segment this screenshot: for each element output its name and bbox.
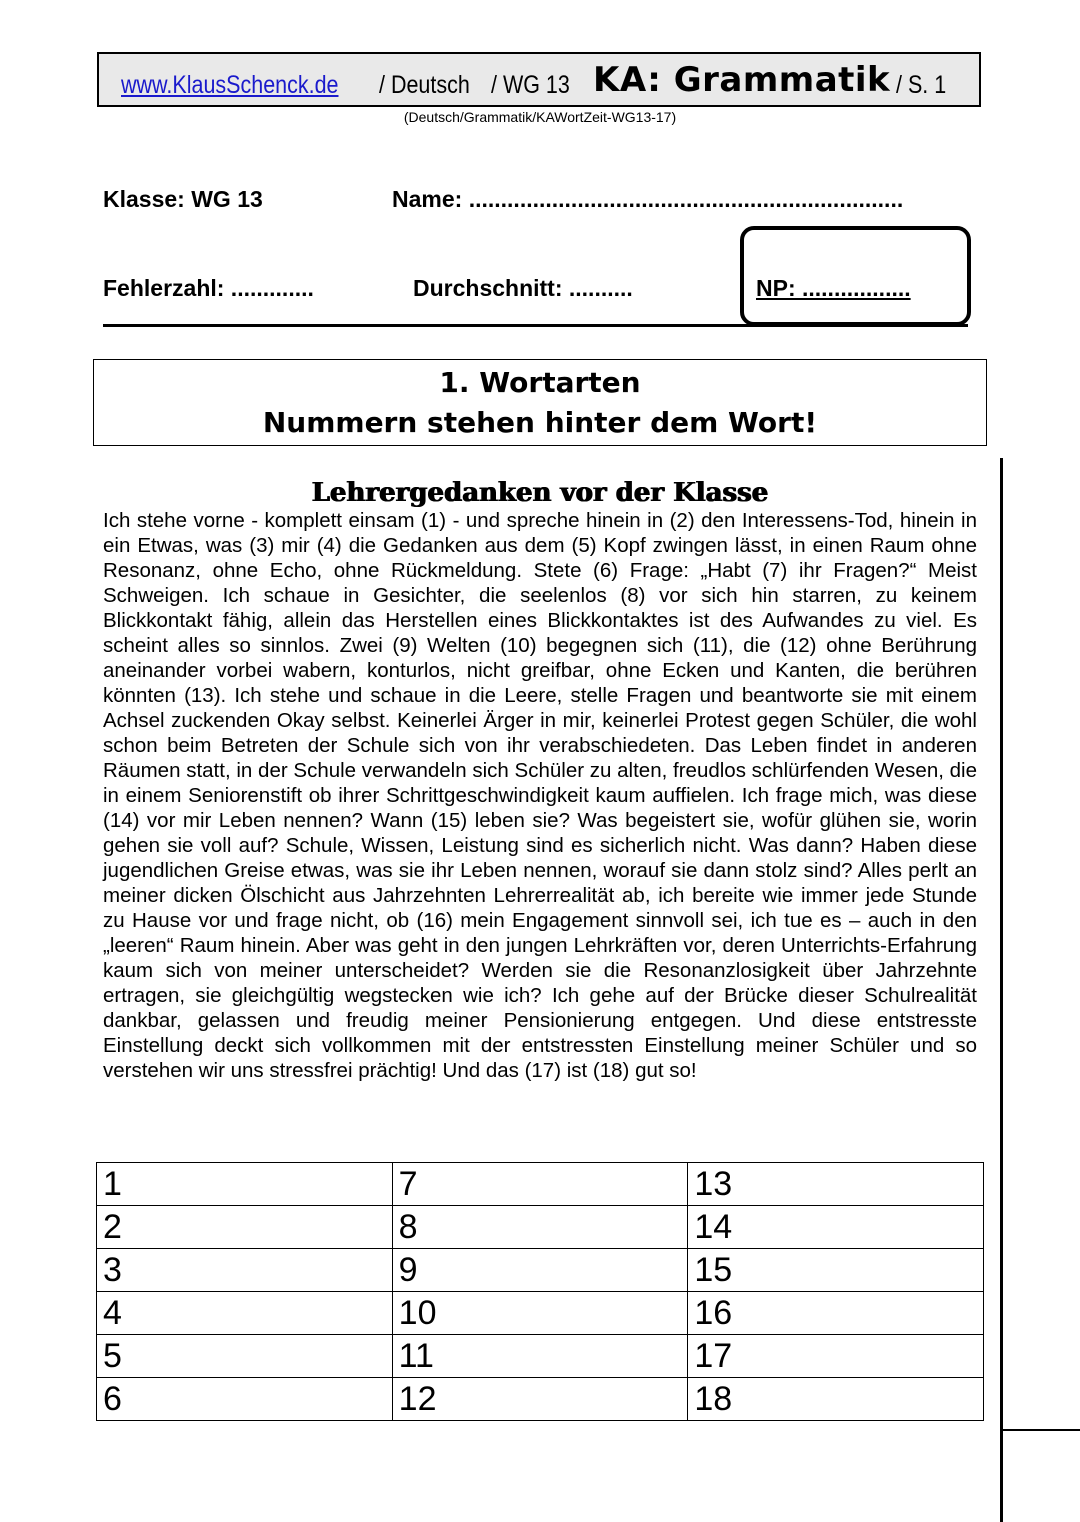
table-row bbox=[97, 1335, 984, 1378]
page-number: / S. 1 bbox=[896, 71, 947, 99]
answer-cell[interactable]: 18 bbox=[688, 1378, 984, 1421]
margin-tick bbox=[1003, 1429, 1080, 1431]
table-row bbox=[97, 1378, 984, 1421]
answer-cell[interactable]: 10 bbox=[392, 1292, 688, 1335]
breadcrumb-class: / WG 13 bbox=[491, 71, 570, 99]
answer-cell[interactable]: 7 bbox=[392, 1163, 688, 1206]
margin-line bbox=[1000, 458, 1003, 1522]
section-title: 1. Wortarten bbox=[439, 366, 641, 399]
page-header bbox=[97, 52, 981, 107]
section-instruction: Nummern stehen hinter dem Wort! bbox=[262, 406, 818, 439]
essay-text: Ich stehe vorne - komplett einsam (1) - und spreche hinein in (2) den Interessens-Tod, hinein in ein Etwas, was (3) mir (4) die Gedanken aus dem (5) Kopf zwingen lässt, in einen Raum ohne Resonanz, ohne Echo, ohne Rückmeldung. Stete (6) Frage: „Habt (7) ihr Fragen?“ Meist Schweigen. Ich schaue in Gesichter, die seelenlos (8) vor sich hin starren, zu keinem Blickkontakt fähig, allein das Herstellen eines Blickkontaktes ist des Aufwandes zu viel. Es scheint alles so sinnlos. Zwei (9) Welten (10) begegnen sich (11), die (12) ohne Berührung aneinander vorbei wabern, konturlos, nicht greifbar, ohne Ecken und Kanten, die berühren könnten (13). Ich stehe und schaue in die Leere, stelle Fragen und beantworte sie mit einem Achsel zuckenden Okay selbst. Keinerlei Ärger in mir, keinerlei Protest gegen Schüler, die wohl schon beim Betreten der Schule sich von ihr verabschiedeten. Das Leben findet in anderen Räumen statt, in der Schule verwandeln sich Schüler zu alten, freudlos schlürfenden Wesen, die in einem Seniorenstift ob ihrer Schrittgeschwindigkeit kaum auffielen. Ich frage mich, was diese (14) vor mir Leben nennen? Wann (15) leben sie? Was begeistert sie, wofür glühen sie, worin gehen sie voll auf? Schule, Wissen, Leistung sind es sicherlich nicht. Was dann? Haben diese jugendlichen Greise etwas, was sie ihr Leben nennen, worauf sie dann stolz sind? Alles perlt an meiner dicken Ölschicht aus Jahrzehnten Lehrerrealität ab, ich bereite wie immer jede Stunde zu Hause vor und frage nicht, ob (16) mein Engagement sinnvoll sei, ich tue es – auch in den „leeren“ Raum hinein. Aber was geht in den jungen Lehrkräften vor, deren Unterrichts-Erfahrung kaum sich von meiner unterscheidet? Werden sie die Resonanzlosigkeit über Jahrzehnte ertragen, sie gleichgültig wegstecken wie ich? Ich gehe auf der Brücke dieser Schulrealität dankbar, gelassen und freudig meiner Pensionierung entgegen. Und diese entstresste Einstellung deckt sich vollkommen mit der entstressten Einstellung meiner Schüler und so verstehen wir uns stressfrei prächtig! Und das (17) ist (18) gut so! bbox=[103, 509, 977, 1082]
answer-cell[interactable]: 15 bbox=[688, 1249, 984, 1292]
section-header bbox=[93, 359, 987, 446]
essay-title: Lehrergedanken vor der Klasse bbox=[311, 478, 769, 508]
breadcrumb-subject: / Deutsch bbox=[379, 71, 470, 99]
answer-cell[interactable]: 12 bbox=[392, 1378, 688, 1421]
site-link[interactable]: www.KlausSchenck.de bbox=[121, 71, 339, 99]
np-field[interactable]: NP: ................. bbox=[756, 275, 911, 301]
answer-cell[interactable]: 6 bbox=[97, 1378, 393, 1421]
answer-cell[interactable]: 17 bbox=[688, 1335, 984, 1378]
answer-cell[interactable]: 14 bbox=[688, 1206, 984, 1249]
answer-cell[interactable]: 5 bbox=[97, 1335, 393, 1378]
answer-cell[interactable]: 9 bbox=[392, 1249, 688, 1292]
name-field[interactable]: Name: .................................................................... bbox=[392, 186, 904, 212]
answer-cell[interactable]: 11 bbox=[392, 1335, 688, 1378]
divider bbox=[103, 324, 968, 327]
durchschnitt-field[interactable]: Durchschnitt: .......... bbox=[413, 275, 633, 301]
table-row bbox=[97, 1163, 984, 1206]
table-row bbox=[97, 1249, 984, 1292]
answer-table bbox=[96, 1162, 984, 1421]
table-row bbox=[97, 1206, 984, 1249]
answer-cell[interactable]: 16 bbox=[688, 1292, 984, 1335]
klasse-label: Klasse: WG 13 bbox=[103, 186, 263, 212]
page-title: KA: Grammatik bbox=[593, 60, 891, 100]
answer-cell[interactable]: 4 bbox=[97, 1292, 393, 1335]
answer-cell[interactable]: 3 bbox=[97, 1249, 393, 1292]
table-row bbox=[97, 1292, 984, 1335]
fehlerzahl-field[interactable]: Fehlerzahl: ............. bbox=[103, 275, 314, 301]
answer-cell[interactable]: 2 bbox=[97, 1206, 393, 1249]
answer-cell[interactable]: 13 bbox=[688, 1163, 984, 1206]
answer-cell[interactable]: 1 bbox=[97, 1163, 393, 1206]
answer-cell[interactable]: 8 bbox=[392, 1206, 688, 1249]
file-path: (Deutsch/Grammatik/KAWortZeit-WG13-17) bbox=[403, 109, 677, 125]
